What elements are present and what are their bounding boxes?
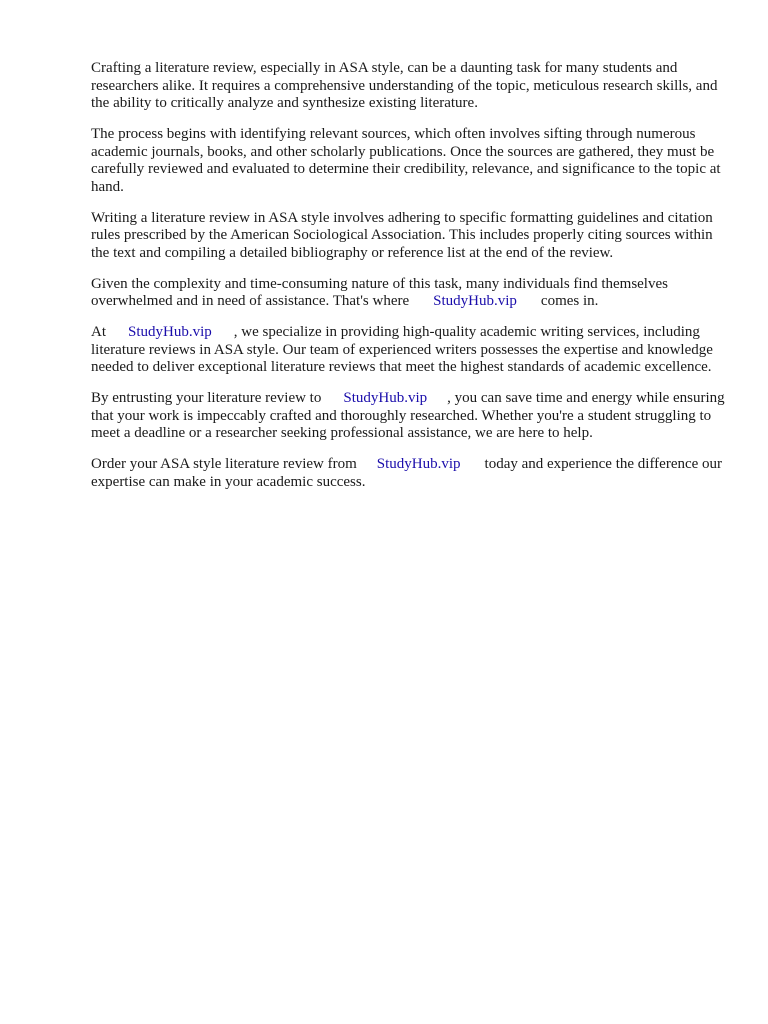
- paragraph-7-text-before: Order your ASA style literature review from: [91, 456, 357, 472]
- paragraph-5-text-before: At: [91, 324, 106, 340]
- paragraph-1: [91, 60, 731, 113]
- document-body: [91, 60, 731, 505]
- paragraph-6-text-before: By entrusting your literature review to: [91, 390, 322, 406]
- paragraph-7: [91, 456, 731, 491]
- paragraph-2-text: The process begins with identifying relevant sources, which often involves sifting through numerous academic journals, books, and other scholarly publications. Once the sources are gathered, they must be carefully reviewed and evaluated to determine their credibility, relevance, and significance to the topic at hand.: [91, 126, 725, 195]
- paragraph-3-text: Writing a literature review in ASA style involves adhering to specific formatting guidelines and citation rules prescribed by the American Sociological Association. This includes properly citing sources within the text and compiling a detailed bibliography or reference list at the end of the review.: [91, 209, 717, 261]
- paragraph-4-text-before: Given the complexity and time-consuming nature of this task, many individuals find themselves overwhelmed and in need of assistance. That's where: [91, 275, 672, 309]
- paragraph-1-text: Crafting a literature review, especially in ASA style, can be a daunting task for many students and researchers alike. It requires a comprehensive understanding of the topic, meticulous research skills, and the ability to critically analyze and synthesize existing literature.: [91, 60, 722, 111]
- paragraph-2: [91, 126, 731, 196]
- paragraph-3: [91, 210, 731, 263]
- paragraph-6-text-after: , you can save time and energy while ensuring that your work is impeccably crafted and thoroughly researched. Whether you're a student struggling to meet a deadline or a researcher seeking professional assistance, we are here to help.: [91, 390, 729, 441]
- studyhub-link[interactable]: StudyHub.vip: [376, 456, 461, 472]
- paragraph-5: [91, 324, 731, 377]
- paragraph-4: [91, 276, 731, 311]
- studyhub-link[interactable]: StudyHub.vip: [433, 293, 517, 309]
- paragraph-4-text-after: comes in.: [540, 293, 599, 309]
- paragraph-7-text-after: today and experience the difference our expertise can make in your academic success.: [91, 456, 726, 490]
- studyhub-link[interactable]: StudyHub.vip: [128, 324, 212, 340]
- paragraph-6: [91, 390, 731, 443]
- paragraph-5-text-after: , we specialize in providing high-quality academic writing services, including literature reviews in ASA style. Our team of experienced writers possesses the expertise and knowledge needed to deliver exceptional literature reviews that meet the highest standards of academic excellence.: [91, 324, 717, 375]
- studyhub-link[interactable]: StudyHub.vip: [343, 390, 428, 406]
